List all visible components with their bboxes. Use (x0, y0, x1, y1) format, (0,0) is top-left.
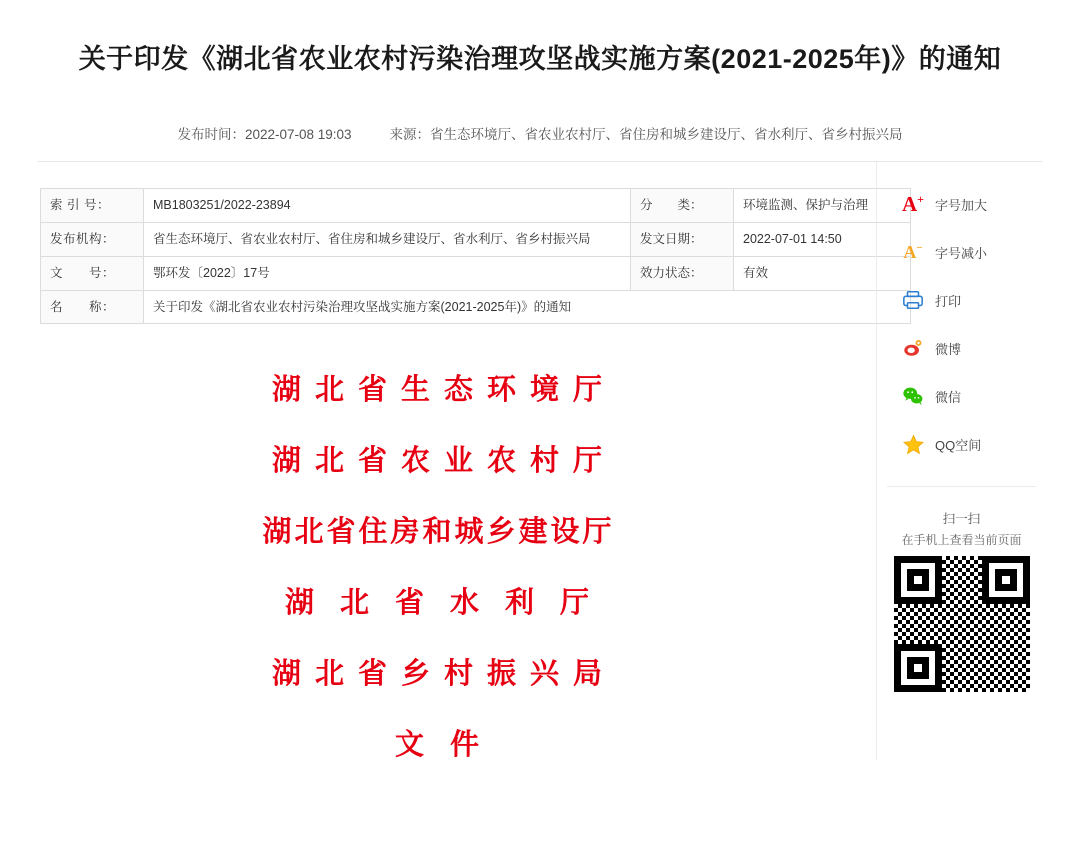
qrcode-image (894, 556, 1030, 692)
table-row (41, 223, 911, 257)
cell-value-name: 关于印发《湖北省农业农村污染治理攻坚战实施方案(2021-2025年)》的通知 (144, 290, 911, 324)
publish-time-value: 2022-07-08 19:03 (244, 127, 352, 143)
wechat-icon (901, 384, 925, 408)
cell-value-category: 环境监测、保护与治理 (734, 189, 911, 223)
body-wrapper (38, 162, 1042, 760)
tool-label: 打印 (935, 293, 962, 309)
publish-time (177, 123, 351, 143)
source-label: 来源： (389, 127, 431, 143)
tool-label: 微博 (935, 341, 962, 357)
printer-icon (901, 288, 925, 312)
font-decrease-icon: A− (903, 242, 923, 263)
tool-print[interactable] (877, 276, 1042, 324)
table-row (41, 290, 911, 324)
tool-weibo[interactable] (877, 324, 1042, 372)
cell-label-name: 名 称： (41, 290, 144, 324)
source (390, 123, 903, 143)
tool-label: 微信 (935, 389, 962, 405)
source-value: 省生态环境厅、省农业农村厅、省住房和城乡建设厅、省水利厅、省乡村振兴局 (430, 127, 903, 143)
sidebar-tools (876, 162, 1042, 760)
publish-time-label: 发布时间： (177, 127, 245, 143)
document-info-table (40, 188, 911, 324)
tool-label: 字号减小 (935, 245, 988, 261)
cell-label-category: 分 类： (631, 189, 734, 223)
agency-line-1: 湖北省生态环境厅 (271, 374, 616, 407)
agency-line-4: 湖北省水利厅 (284, 587, 615, 620)
tool-font-increase[interactable] (877, 180, 1042, 228)
tool-font-decrease[interactable] (877, 228, 1042, 276)
qrcode-title: 扫一扫 (942, 512, 981, 527)
document-page (0, 18, 1080, 841)
cell-label-publisher: 发布机构： (41, 223, 144, 257)
agency-line-5: 湖北省乡村振兴局 (271, 658, 616, 691)
qrcode-finder-bottom-left (894, 644, 942, 692)
cell-label-docnumber: 文 号： (41, 256, 144, 290)
agency-line-3: 湖北省住房和城乡建设厅 (262, 516, 615, 549)
cell-label-index: 索 引 号： (41, 189, 144, 223)
qqzone-star-icon (901, 432, 925, 456)
tool-wechat[interactable] (877, 372, 1042, 420)
document-meta (0, 97, 1080, 161)
agency-line-2: 湖北省农业农村厅 (271, 445, 616, 478)
cell-value-docnumber: 鄂环发〔2022〕17号 (144, 256, 631, 290)
content-column (38, 162, 876, 760)
tool-label: QQ空间 (935, 437, 982, 453)
cell-value-publisher: 省生态环境厅、省农业农村厅、省住房和城乡建设厅、省水利厅、省乡村振兴局 (144, 223, 631, 257)
weibo-icon (901, 336, 925, 360)
cell-label-status: 效力状态： (631, 256, 734, 290)
agency-line-document-word: 文件 (394, 729, 505, 762)
cell-value-index: MB1803251/2022-23894 (144, 189, 631, 223)
qrcode-subtitle: 在手机上查看当前页面 (901, 533, 1022, 548)
agency-header-block (38, 376, 876, 760)
table-row (41, 256, 911, 290)
font-increase-icon: A+ (901, 192, 924, 217)
cell-value-docdate: 2022-07-01 14:50 (734, 223, 911, 257)
qrcode-block (887, 486, 1036, 692)
tool-label: 字号加大 (935, 197, 988, 213)
page-title: 关于印发《湖北省农业农村污染治理攻坚战实施方案(2021-2025年)》的通知 (78, 44, 1002, 75)
cell-value-status: 有效 (734, 256, 911, 290)
tool-qqzone[interactable] (877, 420, 1042, 468)
table-row (41, 189, 911, 223)
cell-label-docdate: 发文日期： (631, 223, 734, 257)
